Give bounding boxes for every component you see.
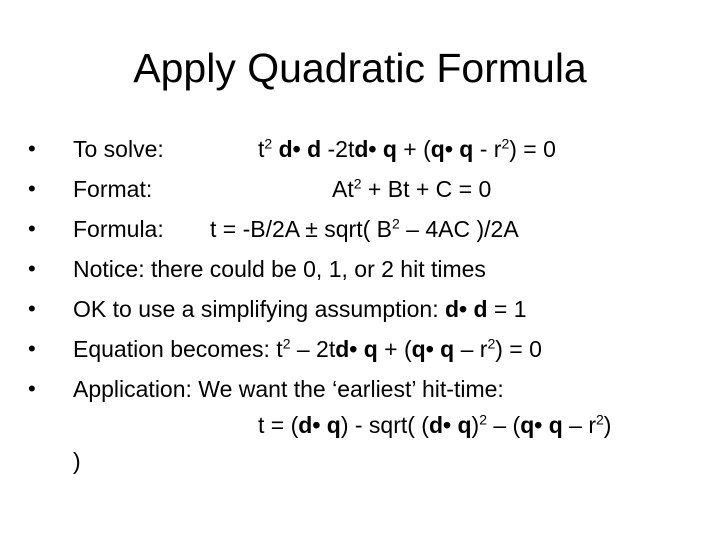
text-run: - r	[473, 136, 502, 162]
formula-label: Formula:	[73, 216, 164, 242]
text-run: OK to use a simplifying assumption:	[73, 296, 445, 322]
text-run: = 1	[487, 296, 527, 322]
list-item-formula	[0, 213, 720, 245]
application-closing-paren: )	[73, 448, 81, 474]
text-run: + Bt + C = 0	[361, 176, 492, 202]
bullet-icon: •	[28, 216, 36, 241]
bold-term: q• q	[520, 412, 563, 438]
assumption-text	[73, 293, 527, 325]
list-item-notice	[0, 253, 720, 285]
formula-equation	[210, 213, 519, 245]
text-run: ) - sqrt( (	[340, 412, 429, 438]
application-equation	[258, 409, 611, 441]
application-closing-line	[0, 445, 720, 477]
bullet-icon: •	[28, 136, 36, 161]
bold-term: d• q	[335, 336, 378, 362]
text-run: -2t	[321, 136, 355, 162]
superscript: 2	[392, 215, 400, 232]
bold-term: d• q	[354, 136, 397, 162]
list-item-to-solve	[0, 133, 720, 165]
superscript: 2	[596, 411, 604, 428]
bold-term: q• q	[411, 336, 455, 362]
text-run: – r	[562, 412, 596, 438]
text-run: At	[332, 176, 354, 202]
superscript: 2	[282, 335, 291, 352]
text-run: – 2t	[290, 336, 336, 362]
slide-title: Apply Quadratic Formula	[133, 45, 587, 91]
superscript: 2	[487, 335, 496, 352]
bullet-icon: •	[28, 296, 36, 321]
text-run: t = -B/2A ± sqrt( B	[210, 216, 392, 242]
text-run: )	[471, 412, 480, 438]
list-item-equation-becomes	[0, 333, 720, 365]
text-run: t	[258, 136, 265, 162]
bold-term: d• d	[272, 136, 322, 162]
superscript: 2	[353, 175, 362, 192]
text-run: + (	[396, 136, 431, 162]
to-solve-equation	[258, 133, 556, 165]
equation-becomes-text	[73, 333, 542, 365]
to-solve-label: To solve:	[73, 136, 164, 162]
bullet-icon: •	[28, 256, 36, 281]
text-run: – r	[454, 336, 488, 362]
format-label: Format:	[73, 176, 153, 202]
format-equation	[332, 173, 491, 205]
superscript: 2	[264, 135, 273, 152]
text-run: )	[603, 412, 612, 438]
bold-term: q• q	[430, 136, 474, 162]
list-item-assumption	[0, 293, 720, 325]
text-run: – (	[486, 412, 521, 438]
bullet-icon: •	[28, 376, 36, 401]
superscript: 2	[501, 135, 510, 152]
text-run: ) = 0	[509, 136, 556, 162]
bold-term: d• q	[428, 412, 472, 438]
list-item-application	[0, 373, 720, 405]
list-item-format	[0, 173, 720, 205]
bold-term: d• q	[298, 412, 341, 438]
application-text: Application: We want the ‘earliest’ hit-time:	[73, 376, 504, 402]
text-run: ) = 0	[495, 336, 542, 362]
bullet-icon: •	[28, 336, 36, 361]
text-run: Equation becomes: t	[73, 336, 283, 362]
bold-term: d• d	[445, 296, 488, 322]
text-run: – 4AC )/2A	[399, 216, 519, 242]
text-run: + (	[377, 336, 412, 362]
text-run: t = (	[258, 412, 299, 438]
bullet-icon: •	[28, 176, 36, 201]
superscript: 2	[479, 411, 487, 428]
notice-text: Notice: there could be 0, 1, or 2 hit times	[73, 256, 486, 282]
application-equation-line	[0, 409, 720, 441]
